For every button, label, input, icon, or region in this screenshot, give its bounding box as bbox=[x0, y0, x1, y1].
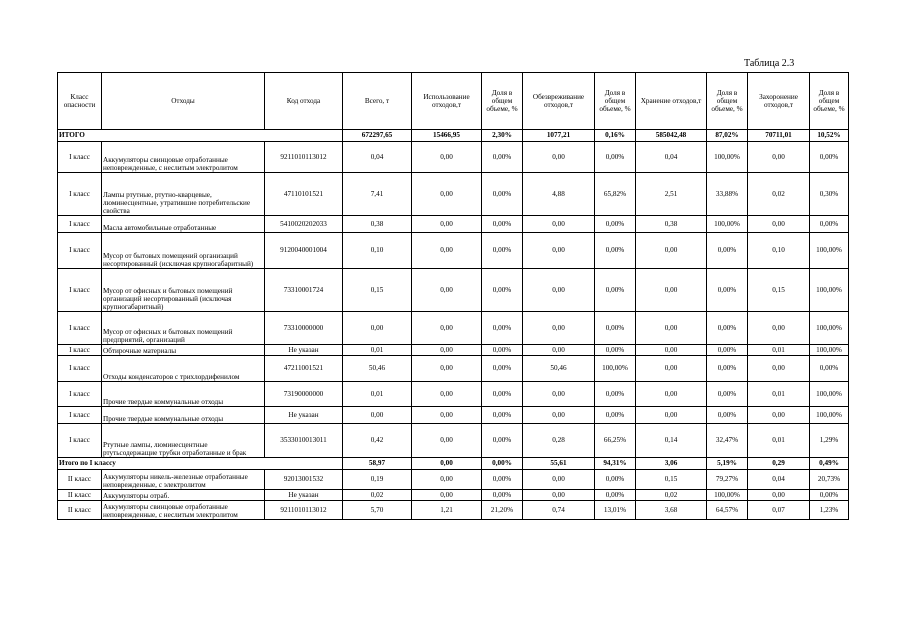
value-cell: 0,00% bbox=[482, 356, 523, 382]
value-cell: 0,00 bbox=[412, 490, 482, 501]
value-cell: 100,00% bbox=[810, 345, 849, 356]
table-row bbox=[58, 424, 849, 458]
value-cell: 0,30% bbox=[810, 173, 849, 216]
value-cell: 0,00 bbox=[636, 382, 707, 407]
total-label: Итого по I классу bbox=[58, 458, 343, 470]
value-cell: 1,21 bbox=[412, 501, 482, 520]
value-cell: 0,00% bbox=[595, 216, 636, 233]
value-cell: 0,15 bbox=[343, 269, 412, 312]
table-caption: Таблица 2.3 bbox=[744, 58, 795, 69]
value-cell: 0,00 bbox=[523, 490, 595, 501]
value-cell: 0,01 bbox=[748, 424, 810, 458]
table-row bbox=[58, 345, 849, 356]
waste-name-cell: Аккумуляторы отраб. bbox=[102, 490, 265, 501]
waste-code-cell: 92013001532 bbox=[265, 470, 343, 490]
total-value: 55,61 bbox=[523, 458, 595, 470]
total-value: 94,31% bbox=[595, 458, 636, 470]
value-cell: 0,10 bbox=[343, 233, 412, 269]
waste-name-cell: Аккумуляторы никель-железные отработанные неповрежденные, с электролитом bbox=[102, 470, 265, 490]
value-cell: 0,00 bbox=[748, 356, 810, 382]
table-row bbox=[58, 407, 849, 424]
hazard-class-cell: II класс bbox=[58, 470, 102, 490]
value-cell: 0,00% bbox=[595, 382, 636, 407]
value-cell: 0,01 bbox=[343, 345, 412, 356]
waste-name-cell: Мусор от офисных и бытовых помещений организаций несортированный (исключая крупногабаритный) bbox=[102, 269, 265, 312]
total-value: 5,19% bbox=[707, 458, 748, 470]
value-cell: 0,74 bbox=[523, 501, 595, 520]
value-cell: 0,00 bbox=[412, 470, 482, 490]
waste-name-cell: Аккумуляторы свинцовые отработанные неповрежденные, с неслитым электролитом bbox=[102, 142, 265, 173]
total-value: 0,49% bbox=[810, 458, 849, 470]
value-cell: 1,29% bbox=[810, 424, 849, 458]
hazard-class-cell: I класс bbox=[58, 407, 102, 424]
waste-name-cell: Отходы конденсаторов с трихлордифенилом bbox=[102, 356, 265, 382]
total-value: 0,00% bbox=[482, 458, 523, 470]
waste-code-cell: 47110101521 bbox=[265, 173, 343, 216]
header-cell: Всего, т bbox=[343, 73, 412, 130]
total-value: 87,02% bbox=[707, 130, 748, 142]
value-cell: 3,68 bbox=[636, 501, 707, 520]
value-cell: 0,14 bbox=[636, 424, 707, 458]
value-cell: 0,00% bbox=[482, 142, 523, 173]
value-cell: 0,00 bbox=[523, 233, 595, 269]
value-cell: 1,23% bbox=[810, 501, 849, 520]
waste-code-cell: 9211010113012 bbox=[265, 142, 343, 173]
value-cell: 0,00 bbox=[523, 216, 595, 233]
subtotal-row-class1 bbox=[58, 458, 849, 470]
value-cell: 0,00 bbox=[412, 424, 482, 458]
hazard-class-cell: I класс bbox=[58, 382, 102, 407]
header-cell: Доля в общем объеме, % bbox=[482, 73, 523, 130]
value-cell: 0,00% bbox=[595, 490, 636, 501]
value-cell: 20,73% bbox=[810, 470, 849, 490]
waste-name-cell: Лампы ртутные, ртутно-кварцевые, люминесцентные, утратившие потребительские свойства bbox=[102, 173, 265, 216]
value-cell: 65,82% bbox=[595, 173, 636, 216]
table-row bbox=[58, 216, 849, 233]
value-cell: 0,00 bbox=[343, 407, 412, 424]
total-label: ИТОГО bbox=[58, 130, 343, 142]
value-cell: 0,00 bbox=[748, 142, 810, 173]
value-cell: 0,00% bbox=[707, 233, 748, 269]
table-row bbox=[58, 382, 849, 407]
value-cell: 0,00 bbox=[412, 407, 482, 424]
value-cell: 0,00 bbox=[412, 269, 482, 312]
total-value: 10,52% bbox=[810, 130, 849, 142]
value-cell: 0,00 bbox=[748, 490, 810, 501]
value-cell: 0,00 bbox=[523, 407, 595, 424]
value-cell: 0,00% bbox=[482, 345, 523, 356]
value-cell: 0,00% bbox=[707, 312, 748, 345]
value-cell: 0,02 bbox=[636, 490, 707, 501]
header-cell: Отходы bbox=[102, 73, 265, 130]
value-cell: 4,88 bbox=[523, 173, 595, 216]
value-cell: 0,10 bbox=[748, 233, 810, 269]
value-cell: 0,00% bbox=[595, 142, 636, 173]
value-cell: 79,27% bbox=[707, 470, 748, 490]
total-value: 58,97 bbox=[343, 458, 412, 470]
value-cell: 0,00% bbox=[482, 233, 523, 269]
value-cell: 0,00% bbox=[482, 382, 523, 407]
header-cell: Доля в общем объеме, % bbox=[595, 73, 636, 130]
value-cell: 0,00% bbox=[482, 269, 523, 312]
hazard-class-cell: II класс bbox=[58, 490, 102, 501]
table-body bbox=[58, 130, 849, 520]
hazard-class-cell: I класс bbox=[58, 312, 102, 345]
total-value: 0,00 bbox=[412, 458, 482, 470]
value-cell: 0,00 bbox=[412, 312, 482, 345]
waste-code-cell: 73190000000 bbox=[265, 382, 343, 407]
waste-code-cell: 5410020202033 bbox=[265, 216, 343, 233]
waste-name-cell: Прочие твердые коммунальные отходы bbox=[102, 407, 265, 424]
value-cell: 100,00% bbox=[810, 233, 849, 269]
value-cell: 0,00% bbox=[482, 216, 523, 233]
value-cell: 2,51 bbox=[636, 173, 707, 216]
value-cell: 0,00 bbox=[523, 470, 595, 490]
waste-table bbox=[57, 72, 849, 520]
value-cell: 0,00 bbox=[412, 345, 482, 356]
total-value: 0,29 bbox=[748, 458, 810, 470]
table-row bbox=[58, 470, 849, 490]
value-cell: 0,00 bbox=[748, 216, 810, 233]
value-cell: 0,15 bbox=[748, 269, 810, 312]
value-cell: 0,04 bbox=[636, 142, 707, 173]
header-cell: Захоронение отходов,т bbox=[748, 73, 810, 130]
value-cell: 100,00% bbox=[810, 382, 849, 407]
waste-name-cell: Обтирочные материалы bbox=[102, 345, 265, 356]
value-cell: 0,01 bbox=[343, 382, 412, 407]
hazard-class-cell: I класс bbox=[58, 173, 102, 216]
waste-code-cell: Не указан bbox=[265, 345, 343, 356]
value-cell: 7,41 bbox=[343, 173, 412, 216]
total-value: 1077,21 bbox=[523, 130, 595, 142]
value-cell: 0,00% bbox=[707, 382, 748, 407]
value-cell: 0,00% bbox=[810, 216, 849, 233]
value-cell: 0,00% bbox=[707, 345, 748, 356]
hazard-class-cell: II класс bbox=[58, 501, 102, 520]
value-cell: 0,00% bbox=[810, 142, 849, 173]
value-cell: 0,01 bbox=[748, 382, 810, 407]
header-cell: Доля в общем объеме, % bbox=[810, 73, 849, 130]
value-cell: 100,00% bbox=[707, 490, 748, 501]
value-cell: 100,00% bbox=[707, 216, 748, 233]
waste-code-cell: 73310001724 bbox=[265, 269, 343, 312]
hazard-class-cell: I класс bbox=[58, 356, 102, 382]
total-row bbox=[58, 130, 849, 142]
value-cell: 0,42 bbox=[343, 424, 412, 458]
value-cell: 0,00% bbox=[707, 356, 748, 382]
value-cell: 0,00 bbox=[523, 142, 595, 173]
value-cell: 0,02 bbox=[343, 490, 412, 501]
value-cell: 0,00% bbox=[595, 345, 636, 356]
value-cell: 66,25% bbox=[595, 424, 636, 458]
value-cell: 0,28 bbox=[523, 424, 595, 458]
value-cell: 0,00% bbox=[482, 312, 523, 345]
total-value: 3,06 bbox=[636, 458, 707, 470]
value-cell: 0,00% bbox=[707, 269, 748, 312]
header-row bbox=[58, 73, 849, 130]
waste-code-cell: 73310000000 bbox=[265, 312, 343, 345]
value-cell: 0,00 bbox=[343, 312, 412, 345]
value-cell: 33,88% bbox=[707, 173, 748, 216]
waste-name-cell: Мусор от бытовых помещений организаций несортированный (исключая крупногабаритный) bbox=[102, 233, 265, 269]
value-cell: 0,00 bbox=[523, 382, 595, 407]
table-row bbox=[58, 173, 849, 216]
value-cell: 0,00 bbox=[636, 356, 707, 382]
value-cell: 0,00 bbox=[636, 269, 707, 312]
value-cell: 0,00 bbox=[636, 345, 707, 356]
value-cell: 0,01 bbox=[748, 345, 810, 356]
total-value: 15466,95 bbox=[412, 130, 482, 142]
waste-code-cell: 9120040001004 bbox=[265, 233, 343, 269]
value-cell: 0,00 bbox=[412, 216, 482, 233]
value-cell: 0,00% bbox=[595, 233, 636, 269]
table-row bbox=[58, 142, 849, 173]
total-value: 585042,48 bbox=[636, 130, 707, 142]
value-cell: 50,46 bbox=[523, 356, 595, 382]
header-cell: Обезвреживание отходов,т bbox=[523, 73, 595, 130]
value-cell: 100,00% bbox=[810, 269, 849, 312]
value-cell: 0,00 bbox=[523, 312, 595, 345]
header-cell: Класс опасности bbox=[58, 73, 102, 130]
value-cell: 0,00 bbox=[412, 142, 482, 173]
value-cell: 0,07 bbox=[748, 501, 810, 520]
value-cell: 0,04 bbox=[343, 142, 412, 173]
value-cell: 13,01% bbox=[595, 501, 636, 520]
total-value: 2,30% bbox=[482, 130, 523, 142]
value-cell: 0,00 bbox=[412, 233, 482, 269]
hazard-class-cell: I класс bbox=[58, 142, 102, 173]
value-cell: 50,46 bbox=[343, 356, 412, 382]
value-cell: 0,00% bbox=[595, 312, 636, 345]
value-cell: 0,00 bbox=[523, 345, 595, 356]
value-cell: 0,38 bbox=[343, 216, 412, 233]
value-cell: 0,00 bbox=[636, 312, 707, 345]
value-cell: 100,00% bbox=[810, 312, 849, 345]
value-cell: 21,20% bbox=[482, 501, 523, 520]
value-cell: 0,00% bbox=[482, 407, 523, 424]
value-cell: 0,00 bbox=[636, 407, 707, 424]
value-cell: 0,00% bbox=[595, 407, 636, 424]
waste-code-cell: Не указан bbox=[265, 490, 343, 501]
waste-code-cell: Не указан bbox=[265, 407, 343, 424]
hazard-class-cell: I класс bbox=[58, 424, 102, 458]
value-cell: 0,15 bbox=[636, 470, 707, 490]
value-cell: 0,00 bbox=[748, 312, 810, 345]
value-cell: 0,38 bbox=[636, 216, 707, 233]
value-cell: 0,00% bbox=[482, 173, 523, 216]
value-cell: 100,00% bbox=[707, 142, 748, 173]
header-cell: Использование отходов,т bbox=[412, 73, 482, 130]
value-cell: 0,00 bbox=[412, 173, 482, 216]
value-cell: 0,00% bbox=[707, 407, 748, 424]
value-cell: 0,00 bbox=[412, 382, 482, 407]
value-cell: 0,00 bbox=[636, 233, 707, 269]
waste-name-cell: Аккумуляторы свинцовые отработанные неповрежденные, с неслитым электролитом bbox=[102, 501, 265, 520]
waste-code-cell: 9211010113012 bbox=[265, 501, 343, 520]
total-value: 0,16% bbox=[595, 130, 636, 142]
value-cell: 0,00% bbox=[482, 470, 523, 490]
value-cell: 100,00% bbox=[810, 407, 849, 424]
hazard-class-cell: I класс bbox=[58, 233, 102, 269]
header-cell: Хранение отходов,т bbox=[636, 73, 707, 130]
value-cell: 32,47% bbox=[707, 424, 748, 458]
value-cell: 0,00% bbox=[595, 269, 636, 312]
value-cell: 0,00 bbox=[523, 269, 595, 312]
value-cell: 0,00% bbox=[810, 490, 849, 501]
waste-name-cell: Масла автомобильные отработанные bbox=[102, 216, 265, 233]
value-cell: 0,00% bbox=[482, 424, 523, 458]
header-cell: Доля в общем объеме, % bbox=[707, 73, 748, 130]
hazard-class-cell: I класс bbox=[58, 345, 102, 356]
value-cell: 0,00% bbox=[810, 356, 849, 382]
table-row bbox=[58, 490, 849, 501]
table-row bbox=[58, 356, 849, 382]
hazard-class-cell: I класс bbox=[58, 216, 102, 233]
header-cell: Код отхода bbox=[265, 73, 343, 130]
value-cell: 0,00 bbox=[748, 407, 810, 424]
value-cell: 64,57% bbox=[707, 501, 748, 520]
value-cell: 100,00% bbox=[595, 356, 636, 382]
hazard-class-cell: I класс bbox=[58, 269, 102, 312]
table-row bbox=[58, 501, 849, 520]
value-cell: 0,00% bbox=[595, 470, 636, 490]
value-cell: 0,19 bbox=[343, 470, 412, 490]
value-cell: 0,00 bbox=[412, 356, 482, 382]
waste-name-cell: Прочие твердые коммунальные отходы bbox=[102, 382, 265, 407]
table-row bbox=[58, 269, 849, 312]
waste-code-cell: 47211001521 bbox=[265, 356, 343, 382]
waste-code-cell: 3533010013011 bbox=[265, 424, 343, 458]
total-value: 70711,01 bbox=[748, 130, 810, 142]
value-cell: 0,04 bbox=[748, 470, 810, 490]
waste-name-cell: Мусор от офисных и бытовых помещений предприятий, организаций bbox=[102, 312, 265, 345]
waste-name-cell: Ртутные лампы, люминесцентные ртутьсодержащие трубки отработанные и брак bbox=[102, 424, 265, 458]
value-cell: 5,70 bbox=[343, 501, 412, 520]
value-cell: 0,02 bbox=[748, 173, 810, 216]
total-value: 672297,65 bbox=[343, 130, 412, 142]
value-cell: 0,00% bbox=[482, 490, 523, 501]
table-row bbox=[58, 233, 849, 269]
table-row bbox=[58, 312, 849, 345]
